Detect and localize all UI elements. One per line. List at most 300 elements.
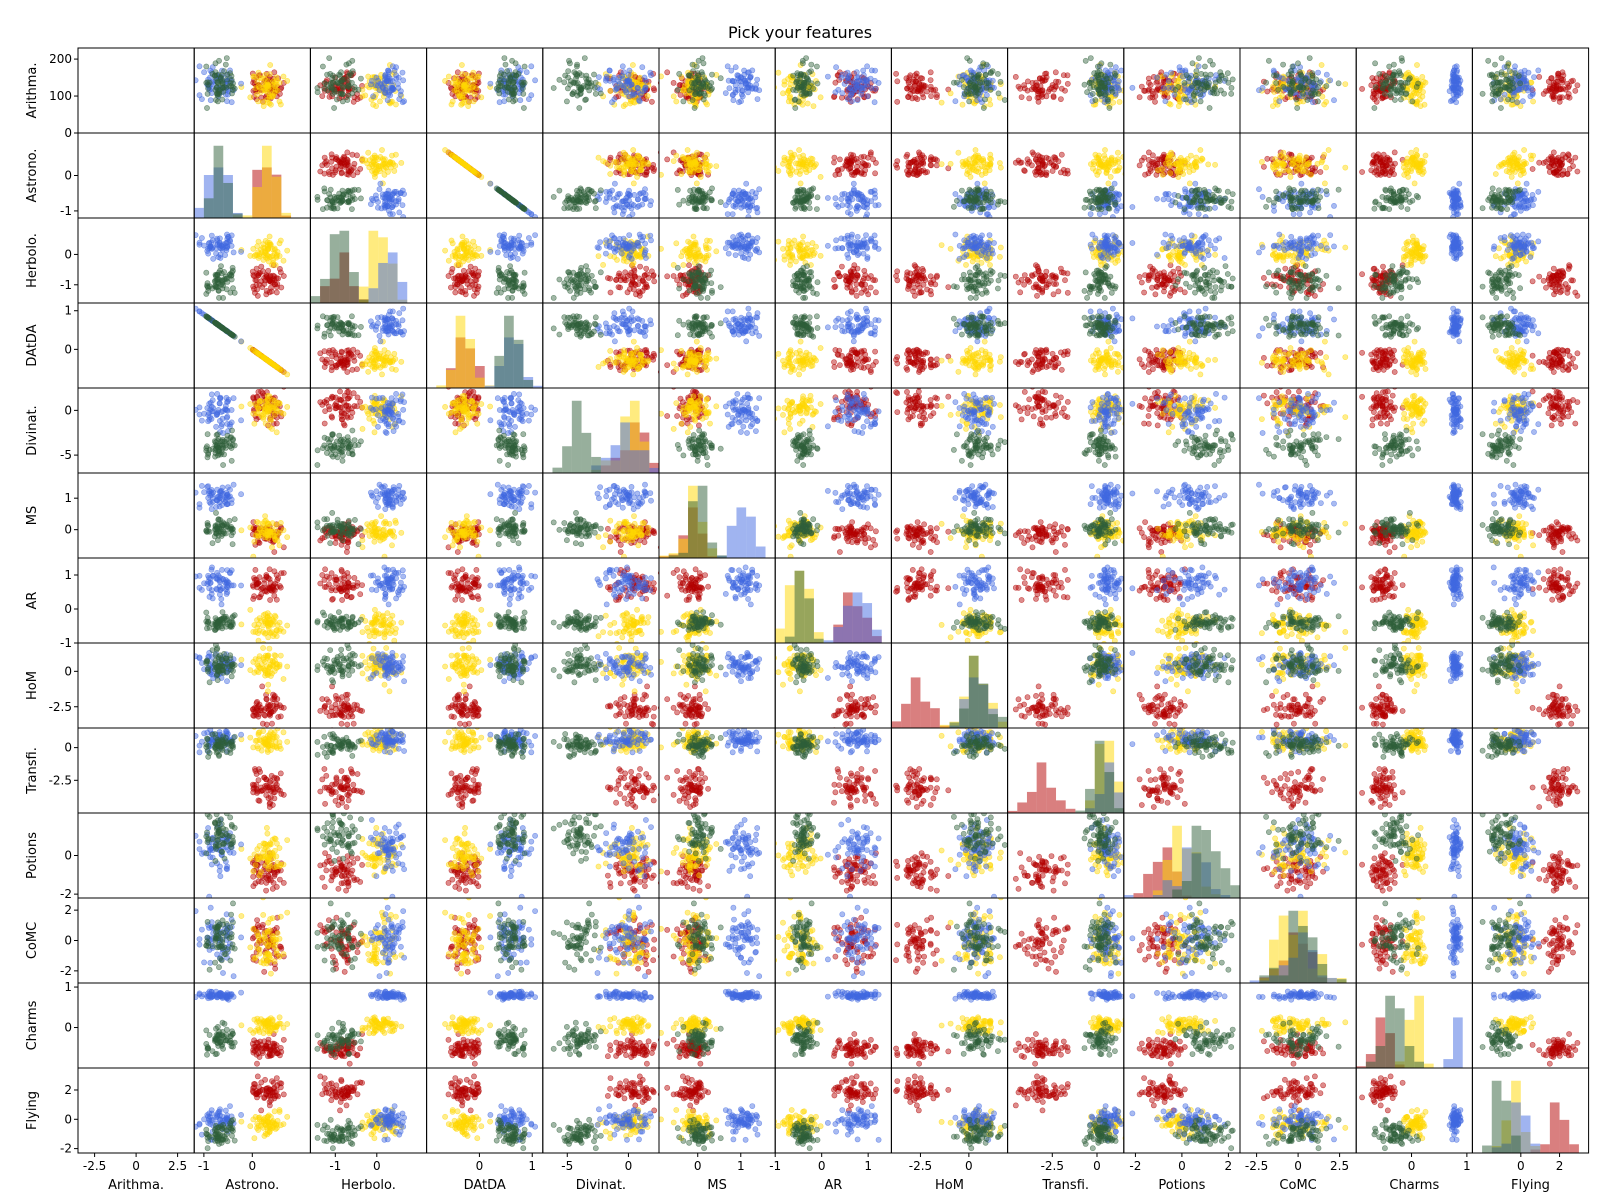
point-slytherin: [1255, 206, 1260, 211]
point-hufflepuff: [797, 147, 802, 152]
point-gryffindor: [895, 79, 900, 84]
point-slytherin: [216, 72, 221, 77]
point-hufflepuff: [363, 93, 368, 98]
point-ravenclaw: [1451, 85, 1456, 90]
point-hufflepuff: [1168, 102, 1173, 107]
point-slytherin: [345, 83, 350, 88]
point-hufflepuff: [769, 166, 774, 171]
point-ravenclaw: [630, 212, 635, 217]
cell-2-10: [1124, 133, 1240, 220]
point-ravenclaw: [731, 79, 736, 84]
point-hufflepuff: [780, 161, 785, 166]
point-slytherin: [1088, 56, 1093, 61]
point-ravenclaw: [371, 94, 376, 99]
point-hufflepuff: [964, 171, 969, 176]
cell-marks: [886, 56, 1008, 111]
point-hufflepuff: [1406, 70, 1411, 75]
point-hufflepuff: [380, 156, 385, 161]
point-hufflepuff: [1104, 171, 1109, 176]
cell-2-5: [543, 133, 670, 220]
point-ravenclaw: [746, 214, 751, 219]
point-slytherin: [981, 105, 986, 110]
point-hufflepuff: [634, 171, 639, 176]
point-slytherin: [1176, 84, 1181, 89]
point-gryffindor: [1161, 152, 1166, 157]
point-slytherin: [798, 71, 803, 76]
point-slytherin: [322, 186, 327, 191]
point-slytherin: [718, 200, 723, 205]
point-ravenclaw: [876, 202, 881, 207]
point-hufflepuff: [1187, 181, 1192, 186]
point-slytherin: [1225, 71, 1230, 76]
point-hufflepuff: [818, 95, 823, 100]
point-slytherin: [578, 87, 583, 92]
point-slytherin: [1394, 91, 1399, 96]
point-slytherin: [598, 91, 603, 96]
point-gryffindor: [671, 80, 676, 85]
point-ravenclaw: [612, 210, 617, 215]
point-gryffindor: [917, 171, 922, 176]
point-slytherin: [1108, 62, 1113, 67]
point-hufflepuff: [466, 85, 471, 90]
point-slytherin: [503, 62, 508, 67]
point-hufflepuff: [1160, 167, 1165, 172]
point-slytherin: [551, 194, 556, 199]
point-slytherin: [966, 205, 971, 210]
point-slytherin: [1480, 91, 1485, 96]
point-slytherin: [951, 204, 956, 209]
point-slytherin: [793, 105, 798, 110]
point-slytherin: [1218, 70, 1223, 75]
point-hufflepuff: [256, 99, 261, 104]
point-ravenclaw: [609, 100, 614, 105]
point-slytherin: [1287, 81, 1292, 86]
point-gryffindor: [338, 160, 343, 165]
point-ravenclaw: [1324, 72, 1329, 77]
point-ravenclaw: [529, 64, 534, 69]
point-ravenclaw: [648, 203, 653, 208]
point-hufflepuff: [1176, 174, 1181, 179]
point-hufflepuff: [393, 102, 398, 107]
point-slytherin: [692, 204, 697, 209]
cell-frame: [427, 133, 543, 218]
point-slytherin: [815, 195, 820, 200]
point-hufflepuff: [798, 181, 803, 186]
point-slytherin: [205, 91, 210, 96]
point-slytherin: [1397, 71, 1402, 76]
point-slytherin: [206, 86, 211, 91]
cell-1-5: [543, 48, 670, 133]
point-ravenclaw: [617, 75, 622, 80]
point-slytherin: [1406, 77, 1411, 82]
point-slytherin: [984, 62, 989, 67]
point-gryffindor: [1561, 77, 1566, 82]
point-slytherin: [814, 207, 819, 212]
cell-frame: [78, 48, 194, 133]
point-ravenclaw: [529, 212, 534, 217]
point-ravenclaw: [384, 194, 389, 199]
cell-2-2: [194, 133, 310, 218]
point-ravenclaw: [635, 197, 640, 202]
point-ravenclaw: [239, 81, 244, 86]
point-ravenclaw: [744, 181, 749, 186]
point-gryffindor: [1044, 170, 1049, 175]
point-slytherin: [1105, 198, 1110, 203]
point-ravenclaw: [1154, 75, 1159, 80]
point-hufflepuff: [285, 78, 290, 83]
point-gryffindor: [837, 172, 842, 177]
point-ravenclaw: [848, 93, 853, 98]
point-gryffindor: [649, 99, 654, 104]
point-hufflepuff: [692, 155, 697, 160]
point-slytherin: [1106, 206, 1111, 211]
point-hufflepuff: [631, 181, 636, 186]
cell-2-7: [769, 133, 891, 220]
point-slytherin: [982, 97, 987, 102]
point-hufflepuff: [988, 102, 993, 107]
point-gryffindor: [928, 70, 933, 75]
point-gryffindor: [329, 159, 334, 164]
point-hufflepuff: [267, 72, 272, 77]
hist-bar-slytherin: [233, 214, 243, 218]
point-slytherin: [709, 196, 714, 201]
cell-marks: [1130, 147, 1235, 219]
point-slytherin: [1383, 73, 1388, 78]
point-hufflepuff: [1319, 62, 1324, 67]
point-ravenclaw: [384, 85, 389, 90]
point-slytherin: [699, 188, 704, 193]
point-gryffindor: [1146, 171, 1151, 176]
point-slytherin: [699, 200, 704, 205]
point-slytherin: [1082, 205, 1087, 210]
point-ravenclaw: [1502, 92, 1507, 97]
point-hufflepuff: [772, 165, 777, 170]
point-slytherin: [1303, 77, 1308, 82]
point-hufflepuff: [1115, 168, 1120, 173]
point-ravenclaw: [1260, 85, 1265, 90]
point-slytherin: [1096, 188, 1101, 193]
point-slytherin: [1414, 84, 1419, 89]
point-ravenclaw: [851, 81, 856, 86]
point-hufflepuff: [698, 174, 703, 179]
point-slytherin: [1222, 91, 1227, 96]
point-gryffindor: [1549, 75, 1554, 80]
point-gryffindor: [1036, 99, 1041, 104]
point-hufflepuff: [980, 156, 985, 161]
point-ravenclaw: [402, 191, 407, 196]
point-slytherin: [583, 97, 588, 102]
point-ravenclaw: [643, 197, 648, 202]
point-gryffindor: [848, 152, 853, 157]
point-slytherin: [1499, 56, 1504, 61]
point-slytherin: [562, 206, 567, 211]
point-slytherin: [695, 77, 700, 82]
point-slytherin: [320, 64, 325, 69]
point-hufflepuff: [274, 78, 279, 83]
point-slytherin: [1087, 80, 1092, 85]
point-slytherin: [1183, 97, 1188, 102]
point-hufflepuff: [471, 99, 476, 104]
point-slytherin: [1210, 87, 1215, 92]
point-gryffindor: [350, 152, 355, 157]
cell-marks: [658, 56, 761, 111]
point-gryffindor: [868, 150, 873, 155]
point-slytherin: [1109, 86, 1114, 91]
point-slytherin: [562, 80, 567, 85]
point-slytherin: [1108, 192, 1113, 197]
point-gryffindor: [1027, 96, 1032, 101]
point-slytherin: [1194, 80, 1199, 85]
point-slytherin: [346, 199, 351, 204]
point-slytherin: [511, 99, 516, 104]
point-gryffindor: [907, 170, 912, 175]
point-ravenclaw: [208, 98, 213, 103]
point-slytherin: [340, 188, 345, 193]
point-ravenclaw: [851, 181, 856, 186]
point-ravenclaw: [1097, 212, 1102, 217]
point-gryffindor: [1146, 80, 1151, 85]
point-slytherin: [573, 71, 578, 76]
point-ravenclaw: [855, 98, 860, 103]
point-hufflepuff: [997, 160, 1002, 165]
point-slytherin: [498, 83, 503, 88]
cell-1-12: [1356, 48, 1472, 133]
point-hufflepuff: [1270, 104, 1275, 109]
point-hufflepuff: [682, 84, 687, 89]
point-hufflepuff: [810, 156, 815, 161]
point-slytherin: [1506, 97, 1511, 102]
point-slytherin: [967, 99, 972, 104]
point-hufflepuff: [803, 167, 808, 172]
point-hufflepuff: [671, 94, 676, 99]
point-hufflepuff: [261, 99, 266, 104]
point-gryffindor: [934, 158, 939, 163]
point-hufflepuff: [687, 157, 692, 162]
cell-2-8: [886, 133, 1008, 220]
point-hufflepuff: [1322, 102, 1327, 107]
point-slytherin: [796, 83, 801, 88]
point-hufflepuff: [1420, 89, 1425, 94]
point-slytherin: [699, 83, 704, 88]
point-gryffindor: [1044, 155, 1049, 160]
point-slytherin: [582, 56, 587, 61]
point-hufflepuff: [446, 74, 451, 79]
point-ravenclaw: [398, 89, 403, 94]
point-slytherin: [589, 188, 594, 193]
point-ravenclaw: [836, 204, 841, 209]
point-gryffindor: [651, 162, 656, 167]
point-hufflepuff: [682, 156, 687, 161]
point-ravenclaw: [401, 214, 406, 219]
point-slytherin: [345, 188, 350, 193]
point-slytherin: [1112, 202, 1117, 207]
point-gryffindor: [850, 158, 855, 163]
hist-bar-slytherin: [223, 183, 233, 218]
point-ravenclaw: [488, 81, 493, 86]
point-hufflepuff: [671, 159, 676, 164]
point-hufflepuff: [267, 95, 272, 100]
cell-marks: [1480, 56, 1580, 111]
point-slytherin: [1107, 105, 1112, 110]
point-slytherin: [1388, 87, 1393, 92]
point-hufflepuff: [1160, 172, 1165, 177]
point-slytherin: [1382, 91, 1387, 96]
point-gryffindor: [1561, 86, 1566, 91]
point-ravenclaw: [876, 80, 881, 85]
point-slytherin: [521, 91, 526, 96]
point-hufflepuff: [960, 159, 965, 164]
point-slytherin: [1294, 97, 1299, 102]
point-slytherin: [967, 198, 972, 203]
point-hufflepuff: [608, 88, 613, 93]
point-ravenclaw: [1113, 65, 1118, 70]
point-hufflepuff: [1199, 156, 1204, 161]
point-hufflepuff: [623, 102, 628, 107]
point-hufflepuff: [399, 160, 404, 165]
point-slytherin: [1496, 84, 1501, 89]
point-slytherin: [675, 187, 680, 192]
point-ravenclaw: [738, 202, 743, 207]
point-slytherin: [504, 84, 509, 89]
point-gryffindor: [1557, 96, 1562, 101]
point-slytherin: [578, 196, 583, 201]
point-hufflepuff: [1420, 74, 1425, 79]
point-ravenclaw: [378, 81, 383, 86]
point-slytherin: [1102, 83, 1107, 88]
point-gryffindor: [345, 158, 350, 163]
point-ravenclaw: [825, 74, 830, 79]
point-slytherin: [1310, 71, 1315, 76]
point-hufflepuff: [1420, 94, 1425, 99]
point-slytherin: [358, 76, 363, 81]
point-hufflepuff: [1168, 171, 1173, 176]
point-slytherin: [593, 206, 598, 211]
point-slytherin: [1109, 186, 1114, 191]
point-slytherin: [1373, 61, 1378, 66]
point-ravenclaw: [385, 68, 390, 73]
point-gryffindor: [1065, 171, 1070, 176]
point-gryffindor: [1047, 87, 1052, 92]
point-hufflepuff: [637, 155, 642, 160]
point-ravenclaw: [640, 65, 645, 70]
point-slytherin: [1090, 91, 1095, 96]
point-gryffindor: [327, 172, 332, 177]
point-gryffindor: [907, 75, 912, 80]
point-slytherin: [1264, 80, 1269, 85]
point-hufflepuff: [948, 161, 953, 166]
point-slytherin: [1388, 77, 1393, 82]
point-gryffindor: [1565, 81, 1570, 86]
point-slytherin: [681, 99, 686, 104]
point-hufflepuff: [1109, 160, 1114, 165]
point-slytherin: [334, 97, 339, 102]
point-ravenclaw: [953, 191, 958, 196]
point-slytherin: [1506, 83, 1511, 88]
point-hufflepuff: [971, 155, 976, 160]
point-ravenclaw: [864, 79, 869, 84]
point-slytherin: [1096, 77, 1101, 82]
point-slytherin: [1511, 85, 1516, 90]
point-ravenclaw: [1331, 98, 1336, 103]
point-ravenclaw: [1172, 92, 1177, 97]
point-ravenclaw: [848, 212, 853, 217]
point-ravenclaw: [625, 202, 630, 207]
cell-marks: [551, 147, 670, 219]
point-ravenclaw: [1310, 100, 1315, 105]
point-slytherin: [1486, 58, 1491, 63]
point-slytherin: [1307, 56, 1312, 61]
point-slytherin: [573, 81, 578, 86]
point-gryffindor: [1044, 75, 1049, 80]
point-hufflepuff: [785, 90, 790, 95]
point-ravenclaw: [825, 195, 830, 200]
point-slytherin: [1289, 71, 1294, 76]
point-slytherin: [961, 85, 966, 90]
point-slytherin: [592, 199, 597, 204]
point-ravenclaw: [604, 74, 609, 79]
point-slytherin: [504, 193, 509, 198]
point-ravenclaw: [984, 212, 989, 217]
point-hufflepuff: [704, 102, 709, 107]
point-hufflepuff: [465, 164, 470, 169]
point-slytherin: [677, 71, 682, 76]
point-gryffindor: [917, 81, 922, 86]
point-ravenclaw: [1536, 68, 1541, 73]
point-gryffindor: [1058, 97, 1063, 102]
point-ravenclaw: [742, 68, 747, 73]
point-ravenclaw: [755, 77, 760, 82]
point-gryffindor: [1137, 95, 1142, 100]
point-ravenclaw: [636, 203, 641, 208]
point-slytherin: [229, 77, 234, 82]
point-ravenclaw: [612, 81, 617, 86]
point-slytherin: [1193, 73, 1198, 78]
point-slytherin: [583, 84, 588, 89]
hist-bar-slytherin: [214, 146, 224, 218]
point-ravenclaw: [1526, 70, 1531, 75]
point-ravenclaw: [731, 203, 736, 208]
point-ravenclaw: [1114, 208, 1119, 213]
point-ravenclaw: [368, 82, 373, 87]
point-slytherin: [996, 91, 1001, 96]
point-gryffindor: [1027, 159, 1032, 164]
point-slytherin: [1276, 87, 1281, 92]
point-slytherin: [709, 186, 714, 191]
point-hufflepuff: [281, 74, 286, 79]
point-ravenclaw: [839, 75, 844, 80]
point-ravenclaw: [632, 192, 637, 197]
point-gryffindor: [860, 160, 865, 165]
point-gryffindor: [1016, 84, 1021, 89]
point-slytherin: [216, 58, 221, 63]
point-ravenclaw: [1530, 92, 1535, 97]
point-slytherin: [215, 99, 220, 104]
point-slytherin: [1388, 93, 1393, 98]
point-gryffindor: [1054, 84, 1059, 89]
point-slytherin: [350, 58, 355, 63]
point-gryffindor: [339, 171, 344, 176]
point-slytherin: [340, 84, 345, 89]
point-ravenclaw: [612, 181, 617, 186]
point-ravenclaw: [396, 197, 401, 202]
point-ravenclaw: [727, 86, 732, 91]
point-ravenclaw: [733, 87, 738, 92]
point-slytherin: [1377, 71, 1382, 76]
point-hufflepuff: [787, 95, 792, 100]
point-ravenclaw: [637, 191, 642, 196]
point-hufflepuff: [261, 85, 266, 90]
point-ravenclaw: [627, 68, 632, 73]
